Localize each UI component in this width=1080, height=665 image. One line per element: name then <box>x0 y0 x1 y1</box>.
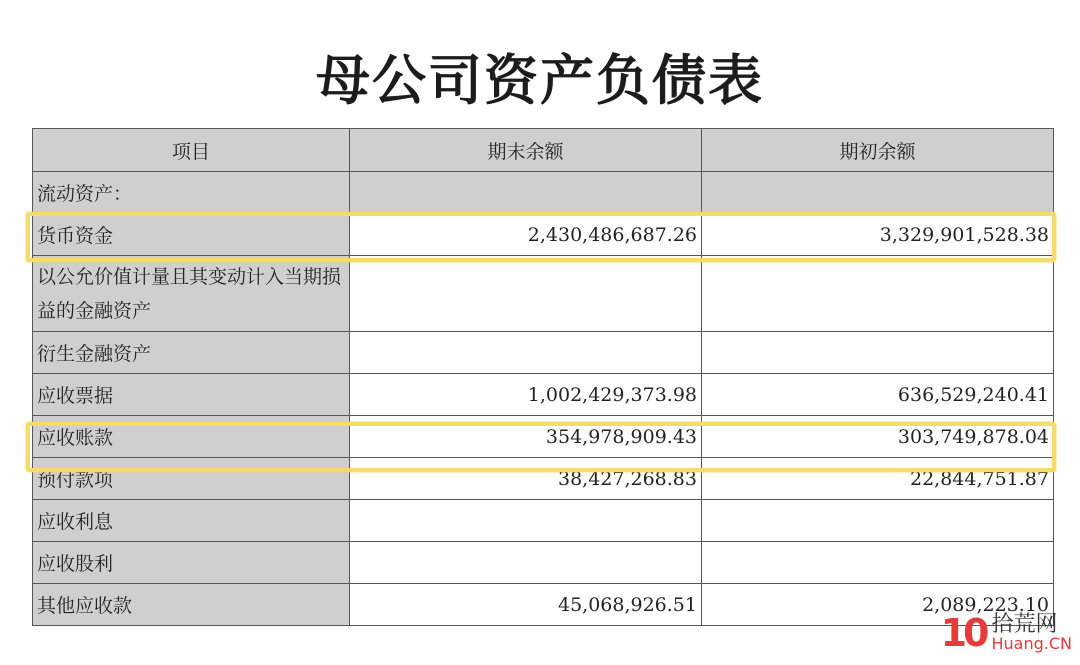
table-header-row <box>33 129 1054 172</box>
row-begin-value <box>702 500 1054 542</box>
watermark-en: Huang.CN <box>991 634 1072 654</box>
row-end-value: 45,068,926.51 <box>350 584 702 626</box>
row-begin-value: 303,749,878.04 <box>702 416 1054 458</box>
row-end-value <box>350 542 702 584</box>
row-begin-value: 22,844,751.87 <box>702 458 1054 500</box>
row-begin-value: 3,329,901,528.38 <box>702 214 1054 256</box>
header-begin-balance: 期初余额 <box>702 129 1054 172</box>
table-row <box>33 332 1054 374</box>
table-row <box>33 172 1054 214</box>
site-watermark <box>941 611 1072 655</box>
row-end-value: 2,430,486,687.26 <box>350 214 702 256</box>
header-end-balance: 期末余额 <box>350 129 702 172</box>
header-item: 项目 <box>33 129 350 172</box>
row-label: 应收票据 <box>33 374 350 416</box>
row-label: 应收账款 <box>33 416 350 458</box>
row-begin-value <box>702 256 1054 332</box>
highlight-receivables-row <box>26 422 1056 472</box>
row-begin-value <box>702 172 1054 214</box>
watermark-cn: 拾荒网 <box>991 612 1058 638</box>
row-begin-value: 2,089,223.10 <box>702 584 1054 626</box>
row-end-value <box>350 500 702 542</box>
row-end-value: 1,002,429,373.98 <box>350 374 702 416</box>
row-label: 其他应收款 <box>33 584 350 626</box>
watermark-logo-icon: 10 <box>940 611 986 655</box>
row-label: 货币资金 <box>33 214 350 256</box>
row-label: 流动资产： <box>33 172 350 214</box>
page-title: 母公司资产负债表 <box>316 49 764 112</box>
row-label: 应收利息 <box>33 500 350 542</box>
row-end-value <box>350 332 702 374</box>
table-row <box>33 374 1054 416</box>
table-row <box>33 584 1054 626</box>
row-end-value: 354,978,909.43 <box>350 416 702 458</box>
row-end-value <box>350 172 702 214</box>
row-begin-value: 636,529,240.41 <box>702 374 1054 416</box>
row-begin-value <box>702 332 1054 374</box>
row-label: 预付款项 <box>33 458 350 500</box>
row-end-value: 38,427,268.83 <box>350 458 702 500</box>
row-label: 衍生金融资产 <box>33 332 350 374</box>
row-label: 以公允价值计量且其变动计入当期损益的金融资产 <box>33 256 350 332</box>
balance-sheet-table <box>32 128 1054 626</box>
highlight-cash-row <box>26 212 1056 262</box>
row-begin-value <box>702 542 1054 584</box>
table-row <box>33 256 1054 332</box>
row-label: 应收股利 <box>33 542 350 584</box>
table-row <box>33 500 1054 542</box>
row-end-value <box>350 256 702 332</box>
table-row <box>33 542 1054 584</box>
